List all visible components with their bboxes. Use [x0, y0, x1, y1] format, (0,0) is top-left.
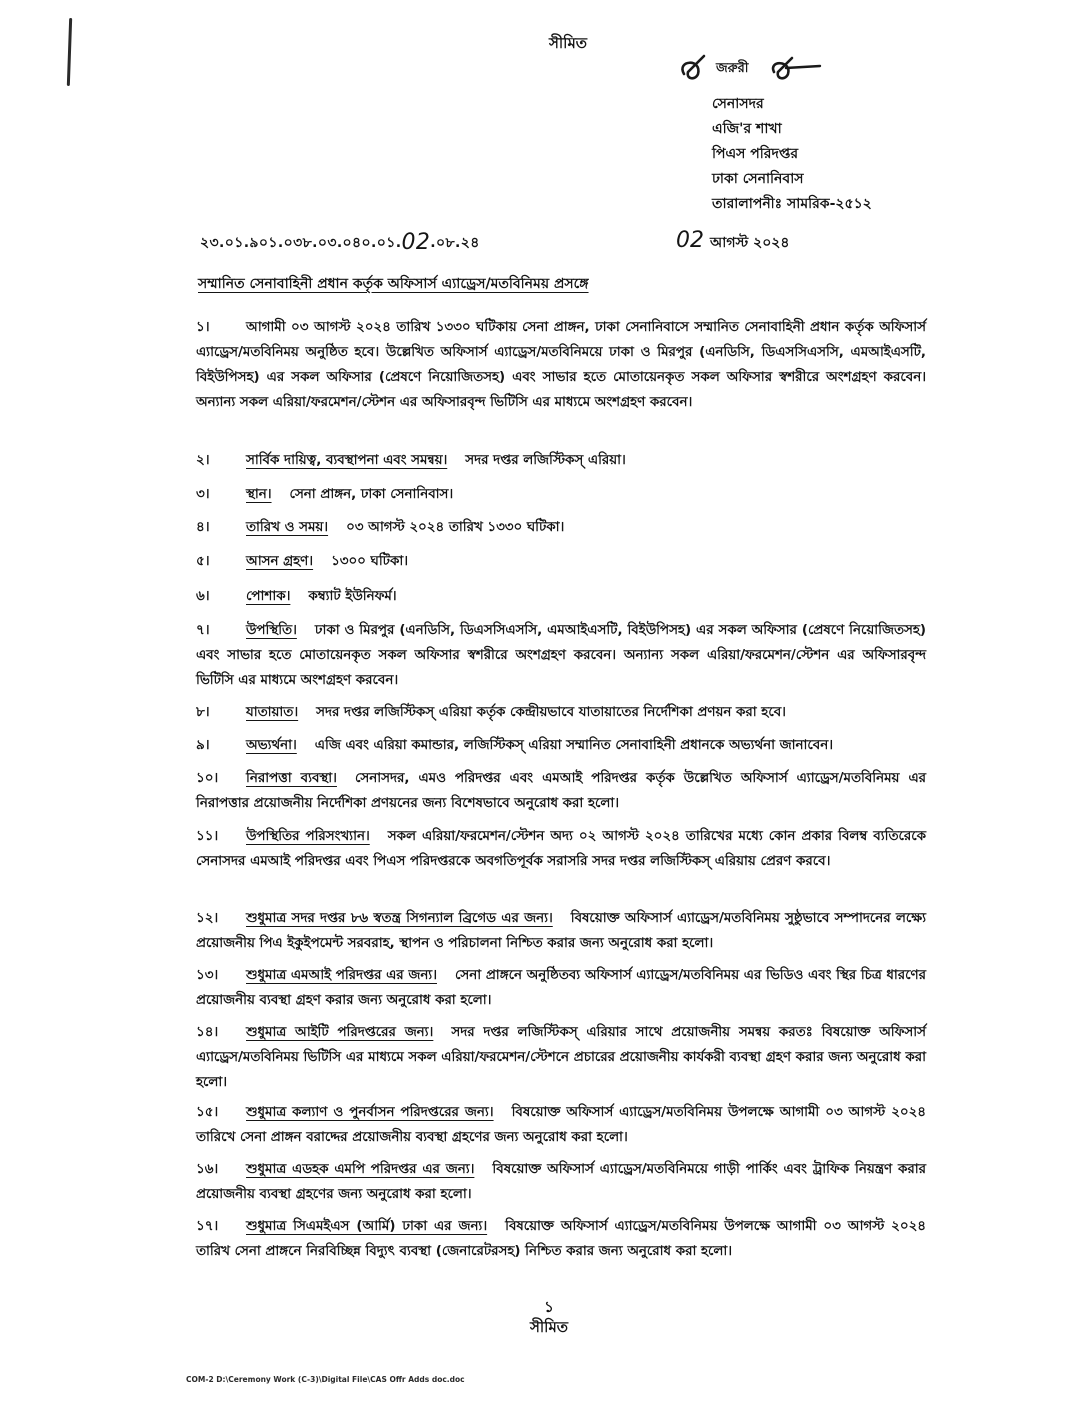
paragraph-number: ৩।	[196, 487, 210, 502]
paragraph-heading: পোশাক।	[246, 589, 291, 604]
reference-suffix: .০৮.২৪	[430, 235, 480, 251]
urgent-label: জরুরী	[716, 61, 749, 76]
paragraph-number: ২।	[196, 453, 210, 468]
paragraph-text: আগামী ০৩ আগস্ট ২০২৪ তারিখ ১৩৩০ ঘটিকায় সেনা প্রাঙ্গন, ঢাকা সেনানিবাসে সম্মানিত সেনাবাহিনী প্রধান কর্তৃক অফিসার্স এ্যাড্রেস/মতবিনিময় অনুষ্ঠিত হবে। উল্লেখিত অফিসার্স এ্যাড্রেস/মতবিনিময়ে ঢাকা ও মিরপুর (এনডিসি, ডিএসসিএসসি, এমআইএসটি, বিইউপিসহ) এর সকল অফিসার (প্রেষণে নিয়োজিতসহ) এবং সাভার হতে মোতায়েনকৃত সকল অফিসার স্বশরীরে অংশগ্রহণ করবেন। অন্যান্য সকল এরিয়া/ফরমেশন/স্টেশন এর অফিসারবৃন্দ ভিটিসি এর মাধ্যমে অংশগ্রহণ করবেন।	[196, 320, 926, 410]
paragraph-number: ৫।	[196, 554, 210, 569]
paragraph-number: ৮।	[196, 705, 210, 720]
paragraph-heading: শুধুমাত্র কল্যাণ ও পুনর্বাসন পরিদপ্তরের জন্য।	[246, 1105, 494, 1120]
paragraph-text: বিষয়োক্ত অফিসার্স এ্যাড্রেস/মতবিনিময়ে গাড়ী পার্কিং এবং ট্রাফিক নিয়ন্ত্রণ করার প্রয়োজনীয় ব্যবস্থা গ্রহণের জন্য অনুরোধ করা হলো।	[196, 1162, 926, 1202]
paragraph-number: ১৭।	[196, 1219, 219, 1234]
letter-subject: সম্মানিত সেনাবাহিনী প্রধান কর্তৃক অফিসার্স এ্যাড্রেস/মতবিনিময় প্রসঙ্গে	[198, 276, 589, 292]
address-line: পিএস পরিদপ্তর	[712, 146, 799, 162]
classification-bottom: সীমিত	[529, 1318, 569, 1336]
paragraph-text: সদর দপ্তর লজিস্টিকস্ এরিয়া।	[465, 453, 626, 468]
paragraph-heading: শুধুমাত্র এডহক এমপি পরিদপ্তর এর জন্য।	[246, 1162, 475, 1177]
address-line: সেনাসদর	[712, 96, 764, 112]
paragraph-heading: আসন গ্রহণ।	[246, 554, 314, 569]
paragraph-number: ৬।	[196, 589, 210, 604]
paragraph-15	[196, 1100, 926, 1150]
paragraph-17	[196, 1214, 926, 1264]
paragraph-text: সদর দপ্তর লজিস্টিকস্ এরিয়া কর্তৃক কেন্দ্রীয়ভাবে যাতায়াতের নির্দেশিকা প্রণয়ন করা হবে।	[316, 705, 786, 720]
paragraph-number: ১১।	[196, 829, 219, 844]
file-path: COM-2 D:\Ceremony Work (C-3)\Digital File\CAS Offr Adds doc.doc	[186, 1375, 465, 1384]
paragraph-number: ১৫।	[196, 1105, 219, 1120]
paragraph-7	[196, 618, 926, 693]
paragraph-4	[196, 515, 926, 540]
paragraph-12	[196, 906, 926, 956]
address-line: এজি'র শাখা	[712, 121, 782, 137]
paragraph-heading: সার্বিক দায়িত্ব, ব্যবস্থাপনা এবং সমন্বয়।	[246, 453, 448, 468]
paragraph-11	[196, 824, 926, 874]
paragraph-1	[196, 315, 926, 415]
paragraph-heading: শুধুমাত্র এমআই পরিদপ্তর এর জন্য।	[246, 968, 437, 983]
paragraph-text: সেনাসদর, এমও পরিদপ্তর এবং এমআই পরিদপ্তর কর্তৃক উল্লেখিত অফিসার্স এ্যাড্রেস/মতবিনিময় এর নিরাপত্তার প্রয়োজনীয় নির্দেশিকা প্রণয়নের জন্য বিশেষভাবে অনুরোধ করা হলো।	[196, 771, 926, 811]
paragraph-heading: স্থান।	[246, 487, 272, 502]
paragraph-14	[196, 1020, 926, 1095]
address-line: তারালাপনীঃ সামরিক-২৫১২	[712, 196, 872, 212]
margin-pen-mark	[67, 18, 72, 86]
date-printed: আগস্ট ২০২৪	[710, 235, 790, 251]
urgent-mark	[674, 50, 824, 90]
paragraph-heading: উপস্থিতি।	[246, 623, 297, 638]
paragraph-heading: শুধুমাত্র আইটি পরিদপ্তরের জন্য।	[246, 1025, 434, 1040]
paragraph-number: ১৩।	[196, 968, 219, 983]
paragraph-heading: অভ্যর্থনা।	[246, 738, 297, 753]
reference-number	[200, 230, 480, 255]
paragraph-10	[196, 766, 926, 816]
paragraph-number: ১।	[196, 320, 210, 335]
paragraph-text: কম্ব্যাট ইউনিফর্ম।	[308, 589, 397, 604]
paragraph-5	[196, 549, 926, 574]
paragraph-9	[196, 733, 926, 758]
paragraph-heading: যাতায়াত।	[246, 705, 299, 720]
paragraph-number: ১৪।	[196, 1025, 219, 1040]
paragraph-text: সদর দপ্তর লজিস্টিকস্ এরিয়ার সাথে প্রয়োজনীয় সমন্বয় করতঃ বিষয়োক্ত অফিসার্স এ্যাড্রেস/মতবিনিময় ভিটিসি এর মাধ্যমে সকল এরিয়া/ফরমেশন/স্টেশনে প্রচারের প্রয়োজনীয় কার্যকরী ব্যবস্থা গ্রহণ করার জন্য অনুরোধ করা হলো।	[196, 1025, 926, 1090]
paragraph-text: ঢাকা ও মিরপুর (এনডিসি, ডিএসসিএসসি, এমআইএসটি, বিইউপিসহ) এর সকল অফিসার (প্রেষণে নিয়োজিতসহ) এবং সাভার হতে মোতায়েনকৃত সকল অফিসার স্বশরীরে অংশগ্রহণ করবেন। অন্যান্য সকল এরিয়া/ফরমেশন/স্টেশন এর অফিসারবৃন্দ ভিটিসি এর মাধ্যমে অংশগ্রহণ করবেন।	[196, 623, 926, 688]
paragraph-text: সেনা প্রাঙ্গনে অনুষ্ঠিতব্য অফিসার্স এ্যাড্রেস/মতবিনিময় এর ভিডিও এবং স্থির চিত্র ধারণের প্রয়োজনীয় ব্যবস্থা গ্রহণ করার জন্য অনুরোধ করা হলো।	[196, 968, 926, 1008]
sender-address	[712, 92, 872, 217]
paragraph-8	[196, 700, 926, 725]
paragraph-heading: নিরাপত্তা ব্যবস্থা।	[246, 771, 337, 786]
paragraph-number: ৪।	[196, 520, 210, 535]
classification-top: সীমিত	[548, 34, 588, 52]
paragraph-heading: শুধুমাত্র সিএমইএস (আর্মি) ঢাকা এর জন্য।	[246, 1219, 488, 1234]
paragraph-heading: তারিখ ও সময়।	[246, 520, 329, 535]
date-handwritten: 02	[676, 228, 704, 253]
paragraph-text: বিষয়োক্ত অফিসার্স এ্যাড্রেস/মতবিনিময় উপলক্ষে আগামী ০৩ আগস্ট ২০২৪ তারিখে সেনা প্রাঙ্গন বরাদ্দের প্রয়োজনীয় ব্যবস্থা গ্রহণের জন্য অনুরোধ করা হলো।	[196, 1105, 927, 1145]
paragraph-6	[196, 584, 926, 609]
urgent-scribble-icon	[674, 50, 824, 90]
letter-date	[676, 228, 789, 255]
paragraph-heading: শুধুমাত্র সদর দপ্তর ৮৬ স্বতন্ত্র সিগন্যাল ব্রিগেড এর জন্য।	[246, 911, 553, 926]
paragraph-3	[196, 482, 926, 507]
paragraph-number: ১২।	[196, 911, 219, 926]
reference-handwritten: 02	[401, 230, 431, 255]
paragraph-text: বিষয়োক্ত অফিসার্স এ্যাড্রেস/মতবিনিময় সুষ্ঠুভাবে সম্পাদনের লক্ষ্যে প্রয়োজনীয় পিএ ইকুইপমেন্ট সরবরাহ, স্থাপন ও পরিচালনা নিশ্চিত করার জন্য অনুরোধ করা হলো।	[196, 911, 926, 951]
paragraph-text: সেনা প্রাঙ্গন, ঢাকা সেনানিবাস।	[289, 487, 454, 502]
paragraph-heading: উপস্থিতির পরিসংখ্যান।	[246, 829, 370, 844]
page-number: ১	[544, 1298, 554, 1316]
paragraph-text: বিষয়োক্ত অফিসার্স এ্যাড্রেস/মতবিনিময় উপলক্ষে আগামী ০৩ আগস্ট ২০২৪ তারিখ সেনা প্রাঙ্গনে নিরবিচ্ছিন্ন বিদ্যুৎ ব্যবস্থা (জেনারেটরসহ) নিশ্চিত করার জন্য অনুরোধ করা হলো।	[196, 1219, 926, 1259]
paragraph-number: ৯।	[196, 738, 210, 753]
paragraph-text: সকল এরিয়া/ফরমেশন/স্টেশন অদ্য ০২ আগস্ট ২০২৪ তারিখের মধ্যে কোন প্রকার বিলম্ব ব্যতিরেকে সেনাসদর এমআই পরিদপ্তর এবং পিএস পরিদপ্তরকে অবগতিপূর্বক সরাসরি সদর দপ্তর লজিস্টিকস্ এরিয়ায় প্রেরণ করবে।	[196, 829, 927, 869]
paragraph-number: ১০।	[196, 771, 219, 786]
paragraph-text: ১৩০০ ঘটিকা।	[331, 554, 408, 569]
paragraph-2	[196, 448, 926, 473]
paragraph-number: ৭।	[196, 623, 210, 638]
reference-printed: ২৩.০১.৯০১.০৩৮.০৩.০৪০.০১.	[200, 235, 402, 251]
paragraph-13	[196, 963, 926, 1013]
paragraph-16	[196, 1157, 926, 1207]
address-line: ঢাকা সেনানিবাস	[712, 171, 804, 187]
paragraph-number: ১৬।	[196, 1162, 219, 1177]
paragraph-text: এজি এবং এরিয়া কমান্ডার, লজিস্টিকস্ এরিয়া সম্মানিত সেনাবাহিনী প্রধানকে অভ্যর্থনা জানাবেন।	[314, 738, 834, 753]
paragraph-text: ০৩ আগস্ট ২০২৪ তারিখ ১৩৩০ ঘটিকা।	[346, 520, 565, 535]
